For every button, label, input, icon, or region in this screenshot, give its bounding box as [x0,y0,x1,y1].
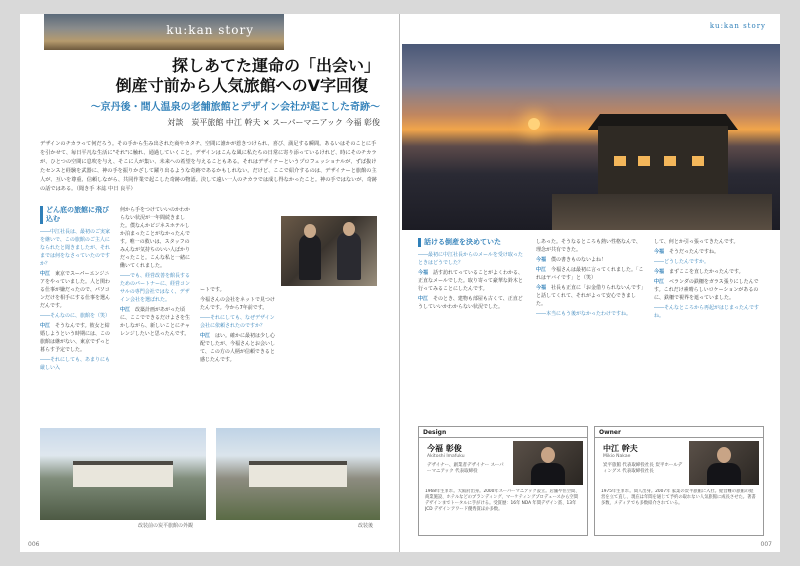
body-paragraph: ――最初に中江社長からのメールを受け取ったときはどうでした？ [418,252,523,266]
body-column-3 [200,206,276,422]
speaker-label: 今福 [418,270,434,276]
body-paragraph: ――中江社長は、最初のご実家を継いで、この旅館のご主人になられたと聞きましたが、それまでは何をなさっていたのですか？ [40,229,111,267]
right-body-columns [418,238,764,424]
title-line-2: 倒産寸前から人気旅館へのV字回復 [115,76,368,95]
profile-card-owner [594,426,764,536]
speaker-label: 今福 [654,269,670,275]
profile-bio: 1975年生まれ。間人出身。2007年 家業の炭平旅館に入社。経営難の旅館の経営を立て直し、現在は年間を通じて予約の取れない人気旅館に成長させた。著書多数、メディアでも多数紹介されている。 [601,489,756,506]
body-paragraph: ――それにしても、なぜデザイン会社に依頼されたのですか？ [200,315,275,329]
section-heading: どん底の旅館に飛び込む [40,206,114,224]
profile-portrait [689,441,759,485]
speech-text: まずここを直したかったんです。 [669,269,744,275]
body-column-r3 [654,238,764,424]
body-paragraph [654,248,764,256]
speaker-label: 中江 [120,307,136,313]
body-paragraph [120,306,194,338]
speaker-label: 中江 [536,267,552,273]
speech-text: そうなんです。彼女と結婚しようという時期には、この旅館は継がない、東京でずっと暮らす予定でした。 [40,323,111,353]
body-paragraph: しあった。そうなるところも熱い性格なんで、理念が共有できた。 [536,239,641,253]
body-paragraph: 何から手をつけていいのかわからない状況が一年間続きました。僕なんかビジネスホテルしか泊まったことがなかったんです。唯一の救いは、スタッフのみんなが気持ちのいい人ばかりだったこと。こんな私と一緒に働いてくれました。 [120,207,191,269]
body-paragraph: して、何とか引っ張ってきたんです。 [654,239,739,245]
body-paragraph [40,270,114,310]
body-paragraph [536,284,644,308]
body-paragraph: ――それにしても、あまりにも厳しい入 [40,357,111,371]
body-paragraph: 今福さんの会社をネットで見つけたんです。今から7年前です。 [200,297,276,311]
body-paragraph: ――どうしたんですか。 [654,259,710,265]
brand-logo-small: ku:kan story [709,22,766,30]
speech-text: はい。確かに最初は少し心配でしたが、今福さんとお会いして、この方の人柄が信頼できると感じたんです。 [200,333,276,363]
body-paragraph [654,268,764,276]
body-paragraph: ――本当にもう後がなかったわけですね。 [536,311,632,317]
speaker-label: 今福 [654,249,670,255]
profile-bio: 1968年生まれ。大阪府出身。2000年スーパーマニアック設立。店舗や住空間、商業施設、ホテルなどのブランディング、マーケティングプロデュースから空間デザインまでトータルに手がける。受賞歴：16年 NDA 年間デザイン賞、13年 JCD デザインアワード優秀賞ほか多数。 [425,489,580,512]
profile-tag: Owner [595,427,763,438]
lead-paragraph: デザインのチカラって何だろう。その手から生み出された商やカタチ、空間に誰かが惹きつけられ、喜び、満足する瞬間。あるいはそのことに手を引かせて、毎日平凡な生活に"それ"に触れ、通過していくこと。デザインはこんな風に私たちの日常に寄り添っているけれど、時にそのチカラが、ひとつの空間に息吹を与え、そこに人が集い、未来への希望を与えることもある。それはデザイナーというプロフェッショナルが、ずば抜けたセンスと経験を武器に、神の手を振りかざして躍り出るような奇跡であるかもしれない。だけど、ここで紹介するのは、デザイナーと旅館の主人が、互いを尊重、信頼しながら、共同作業で起こした奇跡の物語。決して遠い一人のチカラでは成し得なかったこと。神の手ではないが、奇跡の話ではある。（聞き手 本誌 中日 良平） [40,141,378,192]
profile-tag: Design [419,427,587,438]
body-paragraph: ――でも、経営改善を館長するためのパートナーに、経営コンサルの専門会社ではなく、デザイン会社を選ばれた。 [120,273,191,303]
header-photo [44,14,284,50]
speech-text: そうだったんですね。 [669,249,720,255]
body-paragraph: ――そんなのに、旅館を（笑） [40,313,111,319]
body-column-2 [120,206,194,422]
article-subtitle: 〜京丹後・間人温泉の老舗旅館とデザイン会社が起こした奇跡〜 [90,102,380,113]
profiles [418,426,764,536]
speaker-label: 中江 [200,333,216,339]
speech-text: 今福さんは最初に言ってくれました。「これはヤバイです」と（笑） [536,267,644,281]
body-column-r2 [536,238,644,424]
photo-caption-before: 改装前の炭平旅館の外観 [138,523,194,529]
profile-romaji: Mikio Nakae [603,454,631,459]
hero-sunset-photo [402,44,780,230]
conversation-photo [281,216,377,286]
page-number-right: 007 [760,541,772,548]
article-byline: 対談 炭平旅館 中江 幹夫 × スーパーマニアック 今福 彰俊 [167,118,380,127]
speech-text: ベランダの鉄柵をガラス張りにしたんです。これだけ素晴らしいロケーションがあるのに、鉄柵で視界を遮っていました。 [654,279,759,301]
body-paragraph [536,256,644,264]
speech-text: 東京でスーパーエンジニアをやっていました。人と関わる仕事が嫌だったので、パソコンだけを相手にする仕事を選んだんです。 [40,271,111,309]
right-page [400,14,780,552]
left-page [20,14,400,552]
magazine-spread [20,14,780,552]
page-number-left: 006 [28,541,40,548]
speech-text: 話す訪れてっていることがよくわかる、正直なメールでした。取り寄って豪華な鈴木と行ってみることにしたんです。 [418,270,524,292]
speaker-label: 中江 [654,279,670,285]
body-paragraph [200,332,276,364]
before-exterior-photo [40,428,206,520]
after-exterior-photo [216,428,380,520]
speaker-label: 中江 [40,271,56,277]
body-paragraph [418,295,526,311]
speech-text: そのとき、建物も部屋も古くて、正直どうしていいかわからない状況でした。 [418,296,523,310]
profile-card-designer [418,426,588,536]
speech-text: 僕の書きものないよね！ [551,257,607,263]
profile-portrait [513,441,583,485]
speaker-label: 中江 [40,323,56,329]
profile-role: デザイナー、創業者デザイナー スーパーマニアック 代表取締役 [427,463,504,474]
body-paragraph [40,322,114,354]
photo-caption-after: 改装後 [358,523,374,529]
body-paragraph [418,269,526,293]
speaker-label: 中江 [418,296,434,302]
profile-romaji: Akitoshi Imafuku [427,454,465,459]
profile-name: 今福 彰俊 [427,444,462,453]
body-paragraph: ――そんなところから再起がはじまったんですね。 [654,305,760,319]
profile-name: 中江 幹夫 [603,444,638,453]
speech-text: 改築計画があがった頃に、ここでできるだけよさを生かしながら、新しいことにチャレンジしたいと思ったんです。 [120,307,191,337]
left-body-columns [40,206,380,422]
profile-role: 炭平旅館 代表取締役社長 炭平ホールディングス 代表取締役社長 [603,463,683,474]
body-column-r1 [418,238,526,424]
article-title-block [40,56,380,128]
bottom-photos [40,428,380,534]
body-column-1 [40,206,114,422]
body-paragraph [536,266,644,282]
body-paragraph: ートです。 [200,287,225,293]
speech-text: 社長も正直に「お金借りられないんです」と話してくれて、それがよって安心できました。 [536,285,644,307]
brand-logo: ku:kan story [166,23,254,37]
body-paragraph [654,278,764,302]
title-line-1: 探しあてた運命の「出会い」 [171,56,380,75]
section-heading-right: 話ける倒産を決めていた [418,238,526,247]
speaker-label: 今福 [536,285,552,291]
speaker-label: 今福 [536,257,552,263]
